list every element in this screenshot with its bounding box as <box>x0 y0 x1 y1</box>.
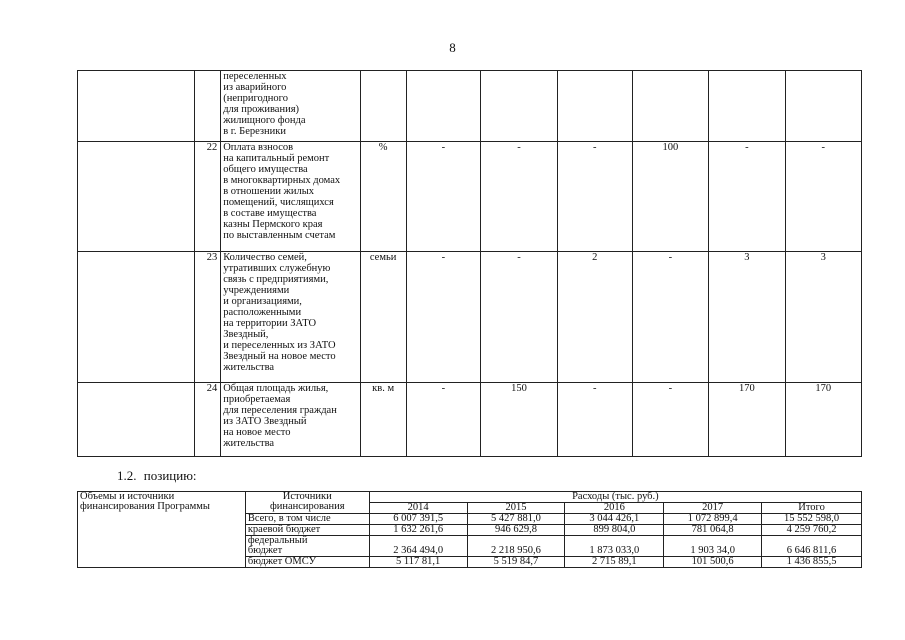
year-header: 2015 <box>467 503 565 514</box>
indicator-value: 170 <box>785 383 861 457</box>
year-header: 2017 <box>664 503 762 514</box>
row-number: 23 <box>194 252 220 383</box>
amount-cell: 899 804,0 <box>565 525 664 536</box>
indicator-description: Общая площадь жилья, приобретаемая для переселения граждан из ЗАТО Звездный на новое место жительства <box>221 383 361 457</box>
indicators-table <box>77 70 862 457</box>
amount-cell: 1 436 855,5 <box>762 557 862 568</box>
indicator-value: 100 <box>632 142 708 252</box>
sources-header: Источники финансирования <box>245 492 369 514</box>
row-number: 22 <box>194 142 220 252</box>
row-number: 24 <box>194 383 220 457</box>
indicator-value: - <box>557 142 632 252</box>
year-header: 2016 <box>565 503 664 514</box>
indicator-value: 3 <box>785 252 861 383</box>
indicator-row <box>78 383 862 457</box>
indicator-value: - <box>481 142 557 252</box>
indicator-value <box>557 71 632 142</box>
indicator-value <box>709 71 785 142</box>
amount-cell: 15 552 598,0 <box>762 514 862 525</box>
amount-cell: 6 007 391,5 <box>369 514 467 525</box>
indicator-row <box>78 142 862 252</box>
financing-table <box>77 491 862 568</box>
indicator-value <box>785 71 861 142</box>
expenses-header: Расходы (тыс. руб.) <box>369 492 861 503</box>
source-label: краевой бюджет <box>245 525 369 536</box>
row-number <box>194 71 220 142</box>
indicator-value: - <box>557 383 632 457</box>
indicator-description: Оплата взносов на капитальный ремонт общего имущества в многоквартирных домах в отношении жилых помещений, числящихся в составе имущества казны Пермского края по выставленным счетам <box>221 142 361 252</box>
indicator-value: - <box>481 252 557 383</box>
amount-cell: 6 646 811,6 <box>762 536 862 557</box>
indicator-value <box>406 71 481 142</box>
amount-cell: 2 715 89,1 <box>565 557 664 568</box>
source-label: бюджет ОМСУ <box>245 557 369 568</box>
amount-cell: 2 218 950,6 <box>467 536 565 557</box>
indicator-row <box>78 252 862 383</box>
indicator-unit: семьи <box>360 252 406 383</box>
indicator-row <box>78 71 862 142</box>
amount-cell: 3 044 426,1 <box>565 514 664 525</box>
indicator-description: переселенных из аварийного (непригодного для проживания) жилищного фонда в г. Березники <box>221 71 361 142</box>
indicator-value: - <box>406 383 481 457</box>
total-header: Итого <box>762 503 862 514</box>
indicator-value: - <box>632 252 708 383</box>
amount-cell: 946 629,8 <box>467 525 565 536</box>
page-number: 8 <box>449 40 456 55</box>
amount-cell: 5 519 84,7 <box>467 557 565 568</box>
amount-cell: 2 364 494,0 <box>369 536 467 557</box>
amount-cell: 101 500,6 <box>664 557 762 568</box>
empty-cell <box>78 383 195 457</box>
amount-cell: 1 072 899,4 <box>664 514 762 525</box>
amount-cell: 1 632 261,6 <box>369 525 467 536</box>
empty-cell <box>78 252 195 383</box>
empty-cell <box>78 71 195 142</box>
indicator-value: - <box>709 142 785 252</box>
indicator-value <box>481 71 557 142</box>
source-label: федеральный бюджет <box>245 536 369 557</box>
indicator-value: - <box>406 142 481 252</box>
indicator-value: - <box>632 383 708 457</box>
empty-cell <box>78 142 195 252</box>
amount-cell: 1 873 033,0 <box>565 536 664 557</box>
indicator-value: - <box>406 252 481 383</box>
indicator-value: 2 <box>557 252 632 383</box>
indicator-value <box>632 71 708 142</box>
indicator-unit: кв. м <box>360 383 406 457</box>
indicator-value: - <box>785 142 861 252</box>
indicator-unit <box>360 71 406 142</box>
amount-cell: 1 903 34,0 <box>664 536 762 557</box>
amount-cell: 781 064,8 <box>664 525 762 536</box>
source-label: Всего, в том числе <box>245 514 369 525</box>
indicator-value: 3 <box>709 252 785 383</box>
indicator-unit: % <box>360 142 406 252</box>
financing-left-label: Объемы и источники финансирования Программы <box>78 492 246 568</box>
indicator-value: 150 <box>481 383 557 457</box>
section-heading: 1.2. позицию: <box>117 468 197 483</box>
year-header: 2014 <box>369 503 467 514</box>
indicator-description: Количество семей, утративших служебную связь с предприятиями, учреждениями и организациями, расположенными на территории ЗАТО Звездный, и переселенных из ЗАТО Звездный на новое место жительства <box>221 252 361 383</box>
financing-header-row <box>78 492 862 503</box>
amount-cell: 5 427 881,0 <box>467 514 565 525</box>
amount-cell: 5 117 81,1 <box>369 557 467 568</box>
amount-cell: 4 259 760,2 <box>762 525 862 536</box>
indicator-value: 170 <box>709 383 785 457</box>
